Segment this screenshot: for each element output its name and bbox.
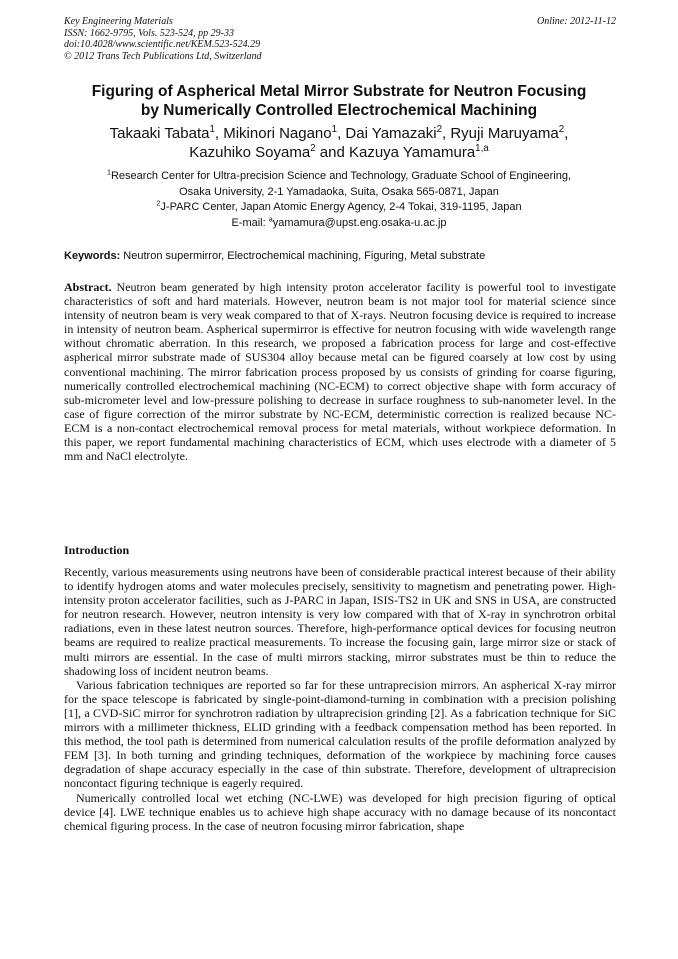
author-and: and	[315, 144, 349, 161]
abstract-label: Abstract.	[64, 280, 112, 294]
author-list	[40, 124, 638, 162]
affiliation-1-cont: Osaka University, 2-1 Yamadaoka, Suita, Osaka 565-0871, Japan	[179, 185, 499, 198]
paragraph: Recently, various measurements using neutrons have been of considerable practical interest because of their ability to identify hydrogen atoms and water molecules precisely, sensitivity to magnetism and penetrating power. High-intensity proton accelerator facilities, such as J-PARC in Japan, ISIS-TS2 in UK and SNS in USA, are constructed for neutron research. However, neutron intensity is very low compared with that of X-ray in synchrotron orbital radiations, even in these latest neutron sources. Therefore, high-performance optical devices for focusing neutron beams are required to realize practical measurements. To increase the focusing gain, large mirror size or stack of multi mirrors are essential. In the case of multi mirrors stacking, mirror substrates must be thin to reduce the shadowing loss of incident neutron beams.	[64, 565, 616, 678]
email-address[interactable]: yamamura@upst.eng.osaka-u.ac.jp	[272, 216, 447, 229]
authors-line-1	[40, 124, 638, 143]
author-separator: ,	[442, 125, 451, 142]
keywords-label: Keywords:	[64, 250, 121, 262]
paragraph: Various fabrication techniques are reported so far for these untraprecision mirrors. An aspherical X-ray mirror for the space telescope is fabricated by single-point-diamond-turning in combination with a precision polishing [1], a CVD-SiC mirror for synchrotron radiation by ultraprecision grinding [2]. As a fabrication technique for SiC mirrors with a millimeter thickness, ELID grinding with a feedback compensation method has been reported. In this method, the tool path is determined from numerical calculation results of the profile deformation analyzed by FEM [3]. In both turning and grinding techniques, deformation of the workpiece by machining force causes degradation of shape accuracy especially in the case of thin substrate. Therefore, development of ultraprecision noncontact figuring technique is eagerly required.	[64, 677, 616, 791]
author-affil-mark: 2	[436, 124, 442, 135]
affil-mark: 2	[156, 199, 161, 208]
author-affil-mark: 1	[209, 124, 215, 135]
email-mark: a	[268, 214, 273, 223]
copyright-line: © 2012 Trans Tech Publications Ltd, Switzerland	[64, 50, 262, 62]
issn-line: ISSN: 1662-9795, Vols. 523-524, pp 29-33	[64, 27, 234, 39]
author-separator: ,	[564, 125, 569, 142]
affil-mark: 1	[106, 168, 111, 177]
section-heading-introduction: Introduction	[64, 543, 130, 557]
title-line-2: by Numerically Controlled Electrochemical Machining	[140, 102, 538, 119]
author-name: Mikinori Nagano	[223, 125, 332, 142]
email-line: E-mail: $^a$yamamura@upst.eng.osaka-u.ac.jp	[231, 214, 447, 229]
abstract-text: Neutron beam generated by high intensity proton accelerator facility is powerful tool to investigate characteristics of soft and hard materials. However, neutron beam is not major tool for material science since intensity of neutron beam is very weak compared to that of X-rays. Neutron focusing device is required to increase in intensity of neutron beam. Aspherical supermirror is effective for neutron focusing with wide wavelength range without chromatic aberration. In this research, we proposed a fabrication process for large and cost-effective aspherical mirror substrate made of SUS304 alloy because metal can be figured coarsely at low cost by using conventional machining. The mirror fabrication process proposed by us consists of grinding for coarse figuring, numerically controlled electrochemical machining (NC-ECM) to correct objective shape with form accuracy of sub-micrometer level and low-pressure polishing to decrease in surface roughness to sub-nanometer level. In the case of figure correction of the mirror substrate by NC-ECM, deterministic correction is realized because NC-ECM is a non-contact electrochemical removal process for metal materials, without workpiece deformation. In this paper, we report fundamental machining characteristics of ECM, which uses electrode with a diameter of 5 mm and NaCl electrolyte.	[64, 280, 616, 464]
paper-title	[40, 82, 638, 120]
title-line-1: Figuring of Aspherical Metal Mirror Substrate for Neutron Focusing	[91, 83, 587, 100]
author-name: Takaaki Tabata	[109, 125, 210, 142]
doi-line: doi:10.4028/www.scientific.net/KEM.523-524.29	[64, 39, 261, 50]
author-separator: ,	[337, 125, 346, 142]
author-affil-mark: 1,a	[475, 143, 489, 154]
keywords	[64, 249, 616, 263]
abstract	[64, 280, 616, 463]
author-name: Kazuya Yamamura	[348, 144, 476, 161]
author-affil-mark: 2	[310, 143, 316, 154]
affiliation-2: $^2$J-PARC Center, Japan Atomic Energy Agency, 2-4 Tokai, 319-1195, Japan	[156, 199, 522, 213]
author-affil-mark: 1	[331, 124, 338, 135]
paragraph: Numerically controlled local wet etching (NC-LWE) was developed for high precision figuring of optical device [4]. LWE technique enables us to achieve high shape accuracy with no damage because of its noncontact chemical figuring process. In the case of neutron focusing mirror fabrication, shape	[64, 790, 616, 833]
author-name: Dai Yamazaki	[345, 125, 437, 142]
author-separator: ,	[214, 125, 224, 142]
online-date: Online: 2012-11-12	[537, 16, 616, 27]
introduction-body	[64, 565, 616, 833]
affiliations	[40, 169, 638, 231]
journal-header	[64, 16, 616, 62]
affiliation-1: $^1$Research Center for Ultra-precision Science and Technology, Graduate School of Engineering,	[106, 168, 571, 182]
author-name: Kazuhiko Soyama	[189, 144, 311, 161]
author-affil-mark: 2	[558, 124, 565, 135]
journal-name: Key Engineering Materials	[64, 16, 173, 27]
author-name: Ryuji Maruyama	[450, 125, 559, 142]
authors-line-2	[40, 143, 638, 162]
keywords-text: Neutron supermirror, Electrochemical machining, Figuring, Metal substrate	[120, 250, 486, 262]
